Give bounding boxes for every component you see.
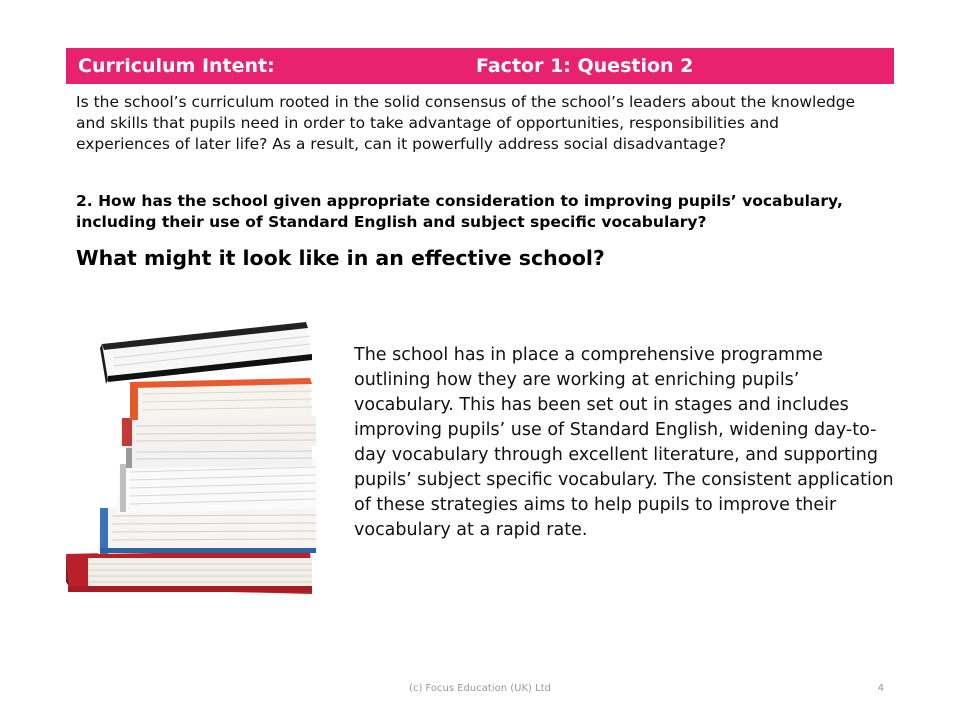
section-heading: What might it look like in an effective school? — [76, 246, 605, 270]
book-stack-image — [60, 318, 316, 600]
banner-title-left: Curriculum Intent: — [78, 55, 275, 77]
title-banner — [66, 48, 894, 84]
intro-paragraph: Is the school’s curriculum rooted in the solid consensus of the school’s leaders about the knowledge and skills that pupils need in order to take advantage of opportunities, responsibilities and experiences of later life? As a result, can it powerfully address social disadvantage? — [76, 93, 856, 153]
book-red-ribbon — [120, 416, 316, 448]
body-paragraph: The school has in place a comprehensive programme outlining how they are working at enriching pupils’ vocabulary. This has been set out in stages and includes improving pupils’ use of Standard English, widening day-to-day vocabulary through excellent literature, and supporting pupils’ subject specific vocabulary. The consistent application of these strategies aims to help pupils to improve their vocabulary at a rapid rate. — [354, 345, 894, 540]
footer-copyright: (c) Focus Education (UK) Ltd — [409, 683, 551, 694]
book-black-top — [100, 322, 312, 384]
book-red-bottom — [66, 548, 312, 594]
page-number: 4 — [877, 683, 884, 694]
question-text: 2. How has the school given appropriate consideration to improving pupils’ vocabulary, including their use of Standard English and subject specific vocabulary? — [76, 192, 843, 231]
book-orange — [130, 378, 312, 420]
banner-title-right: Factor 1: Question 2 — [476, 55, 694, 77]
